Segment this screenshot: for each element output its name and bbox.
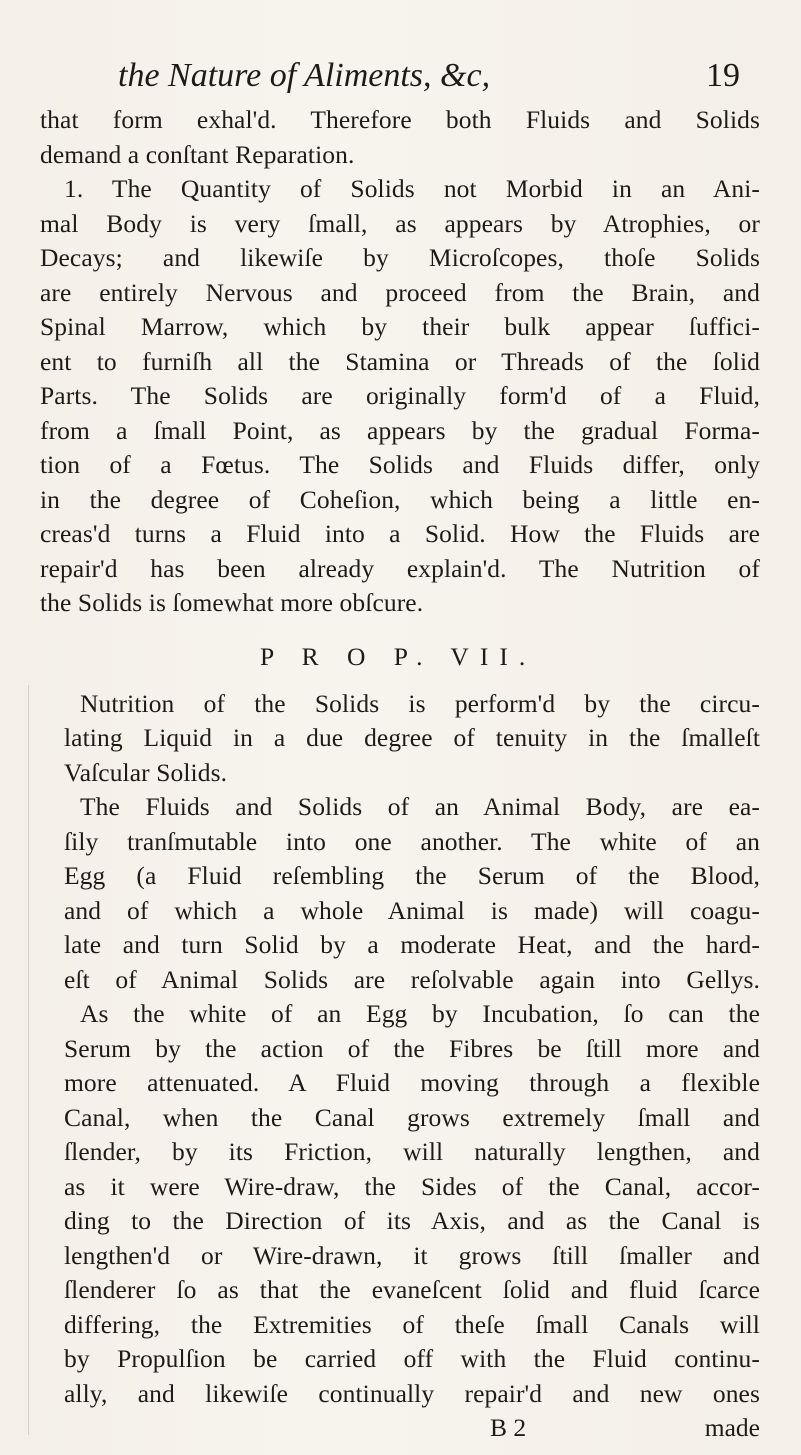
- catchword: made: [704, 1413, 760, 1442]
- page-footer: [40, 1411, 760, 1446]
- text-line: Nutrition of the Solids is perform'd by the circu-: [80, 688, 760, 718]
- text-line: are entirely Nervous and proceed from the Brain, and: [40, 277, 760, 307]
- text-line: mal Body is very ſmall, as appears by Atrophies, or: [40, 208, 760, 238]
- text-line: 1. The Quantity of Solids not Morbid in an Ani-: [64, 174, 760, 203]
- text-line: ſlenderer ſo as that the evaneſcent ſolid and fluid ſcarce: [64, 1275, 760, 1304]
- text-line: by Propulſion be carried off with the Fluid continu-: [64, 1344, 760, 1373]
- text-line: that form exhal'd. Therefore both Fluids and Solids: [40, 105, 760, 134]
- text-line: ent to furniſh all the Stamina or Threads of the ſolid: [40, 346, 760, 376]
- text-line: as it were Wire-draw, the Sides of the Canal, accor-: [64, 1171, 760, 1201]
- text-line: late and turn Solid by a moderate Heat, and the hard-: [64, 930, 760, 959]
- text-line: demand a conſtant Reparation.: [40, 139, 355, 169]
- text-line: ally, and likewiſe continually repair'd and new ones: [64, 1378, 760, 1408]
- text-line: ſily tranſmutable into one another. The white of an: [64, 826, 760, 856]
- text-line: Parts. The Solids are originally form'd of a Fluid,: [40, 381, 760, 410]
- text-line: As the white of an Egg by Incubation, ſo can the: [80, 999, 760, 1028]
- text-line: from a ſmall Point, as appears by the gradual Forma-: [40, 415, 760, 445]
- signature-mark: B 2: [490, 1413, 527, 1442]
- text-line: and of which a whole Animal is made) will coagu-: [64, 895, 760, 925]
- text-line: Canal, when the Canal grows extremely ſmall and: [64, 1102, 760, 1132]
- text-line: The Fluids and Solids of an Animal Body, are ea-: [80, 792, 760, 821]
- proposition-text: [40, 687, 760, 791]
- gutter-shadow: [28, 685, 29, 1435]
- text-line: the Solids is ſomewhat more obſcure.: [40, 588, 424, 617]
- text-line: Decays; and likewiſe by Microſcopes, thoſe Solids: [40, 243, 760, 272]
- text-line: Spinal Marrow, which by their bulk appear ſuffici-: [40, 312, 760, 341]
- page-number: 19: [706, 57, 740, 94]
- text-line: lengthen'd or Wire-drawn, it grows ſtill ſmaller and: [64, 1240, 760, 1270]
- text-line: Vaſcular Solids.: [64, 757, 228, 787]
- text-line: eſt of Animal Solids are reſolvable again into Gellys.: [64, 964, 760, 994]
- text-line: in the degree of Coheſion, which being a little en-: [40, 484, 760, 514]
- text-line: more attenuated. A Fluid moving through a flexible: [64, 1068, 760, 1097]
- text-line: tion of a Fœtus. The Solids and Fluids differ, only: [40, 450, 760, 479]
- proposition-heading: P R O P. VII.: [260, 641, 537, 671]
- text-line: Serum by the action of the Fibres be ſtill more and: [64, 1033, 760, 1063]
- running-header: [118, 55, 738, 105]
- text-line: ſlender, by its Friction, will naturally lengthen, and: [64, 1137, 760, 1166]
- page-body: [40, 103, 760, 1446]
- paragraph-4: [40, 997, 760, 1411]
- text-line: Egg (a Fluid reſembling the Serum of the Blood,: [64, 861, 760, 890]
- text-line: lating Liquid in a due degree of tenuity in the ſmalleſt: [64, 723, 760, 752]
- text-line: differing, the Extremities of theſe ſmall Canals will: [64, 1309, 760, 1339]
- text-line: ding to the Direction of its Axis, and as the Canal is: [64, 1206, 760, 1235]
- text-line: creas'd turns a Fluid into a Solid. How the Fluids are: [40, 519, 760, 548]
- paragraph-1: [40, 103, 760, 172]
- running-title: the Nature of Aliments, &c,: [118, 57, 491, 94]
- paragraph-2: [40, 172, 760, 621]
- paragraph-3: [40, 790, 760, 997]
- text-line: repair'd has been already explain'd. The Nutrition of: [40, 553, 760, 583]
